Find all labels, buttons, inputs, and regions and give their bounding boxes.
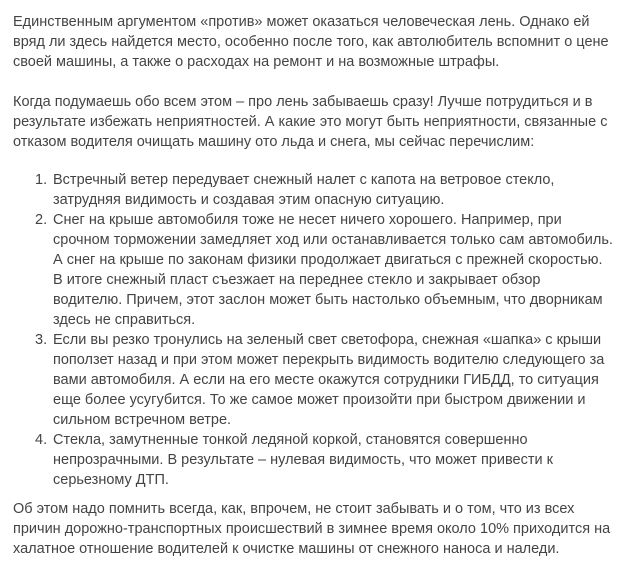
list-item-number: 3. — [35, 332, 48, 348]
list-item-text: Снег на крыше автомобиля тоже не несет ничего хорошего. Например, при срочном торможении замедляет ход или останавливается только сам автомобиль. А снег на крыше по законам физики продолжает двигаться с прежней скоростью. В итоге снежный пласт съезжает на переднее стекло и закрывает обзор водителю. Причем, этот заслон может быть настолько объемным, что дворникам здесь не справиться. — [53, 212, 613, 328]
list-item — [13, 430, 613, 490]
list-item — [13, 330, 613, 430]
list-item-number: 4. — [35, 432, 48, 448]
paragraph-lead-in: Когда подумаешь обо всем этом – про лень забываешь сразу! Лучше потрудиться и в результате избежать неприятностей. А какие это могут быть неприятности, связанные с отказом водителя очищать машину ото льда и снега, мы сейчас перечислим: — [13, 94, 608, 150]
list-item — [13, 210, 613, 330]
list-item-number: 2. — [35, 212, 48, 228]
list-item-text: Если вы резко тронулись на зеленый свет светофора, снежная «шапка» с крыши поползет назад и при этом может перекрыть видимость водителю следующего за вами автомобиля. А если на его месте окажутся сотрудники ГИБДД, то ситуация еще более усугубится. То же самое может произойти при быстром движении и сильном встречном ветре. — [53, 332, 605, 428]
paragraph-conclusion: Об этом надо помнить всегда, как, впрочем, не стоит забывать и о том, что из всех причин дорожно-транспортных происшествий в зимнее время около 10% приходится на халатное отношение водителей к очистке машины от снежного наноса и наледи. — [13, 501, 611, 557]
problems-list — [13, 170, 622, 490]
list-item — [13, 170, 613, 210]
list-item-text: Стекла, замутненные тонкой ледяной коркой, становятся совершенно непрозрачными. В результате – нулевая видимость, что может привести к серьезному ДТП. — [53, 432, 553, 488]
list-item-text: Встречный ветер передувает снежный налет с капота на ветровое стекло, затрудняя видимость и создавая этим опасную ситуацию. — [53, 172, 555, 208]
list-item-number: 1. — [35, 172, 48, 188]
paragraph-intro: Единственным аргументом «против» может оказаться человеческая лень. Однако ей вряд ли здесь найдется место, особенно после того, как автолюбитель вспомнит о цене своей машины, а также о расходах на ремонт и на возможные штрафы. — [13, 14, 609, 70]
